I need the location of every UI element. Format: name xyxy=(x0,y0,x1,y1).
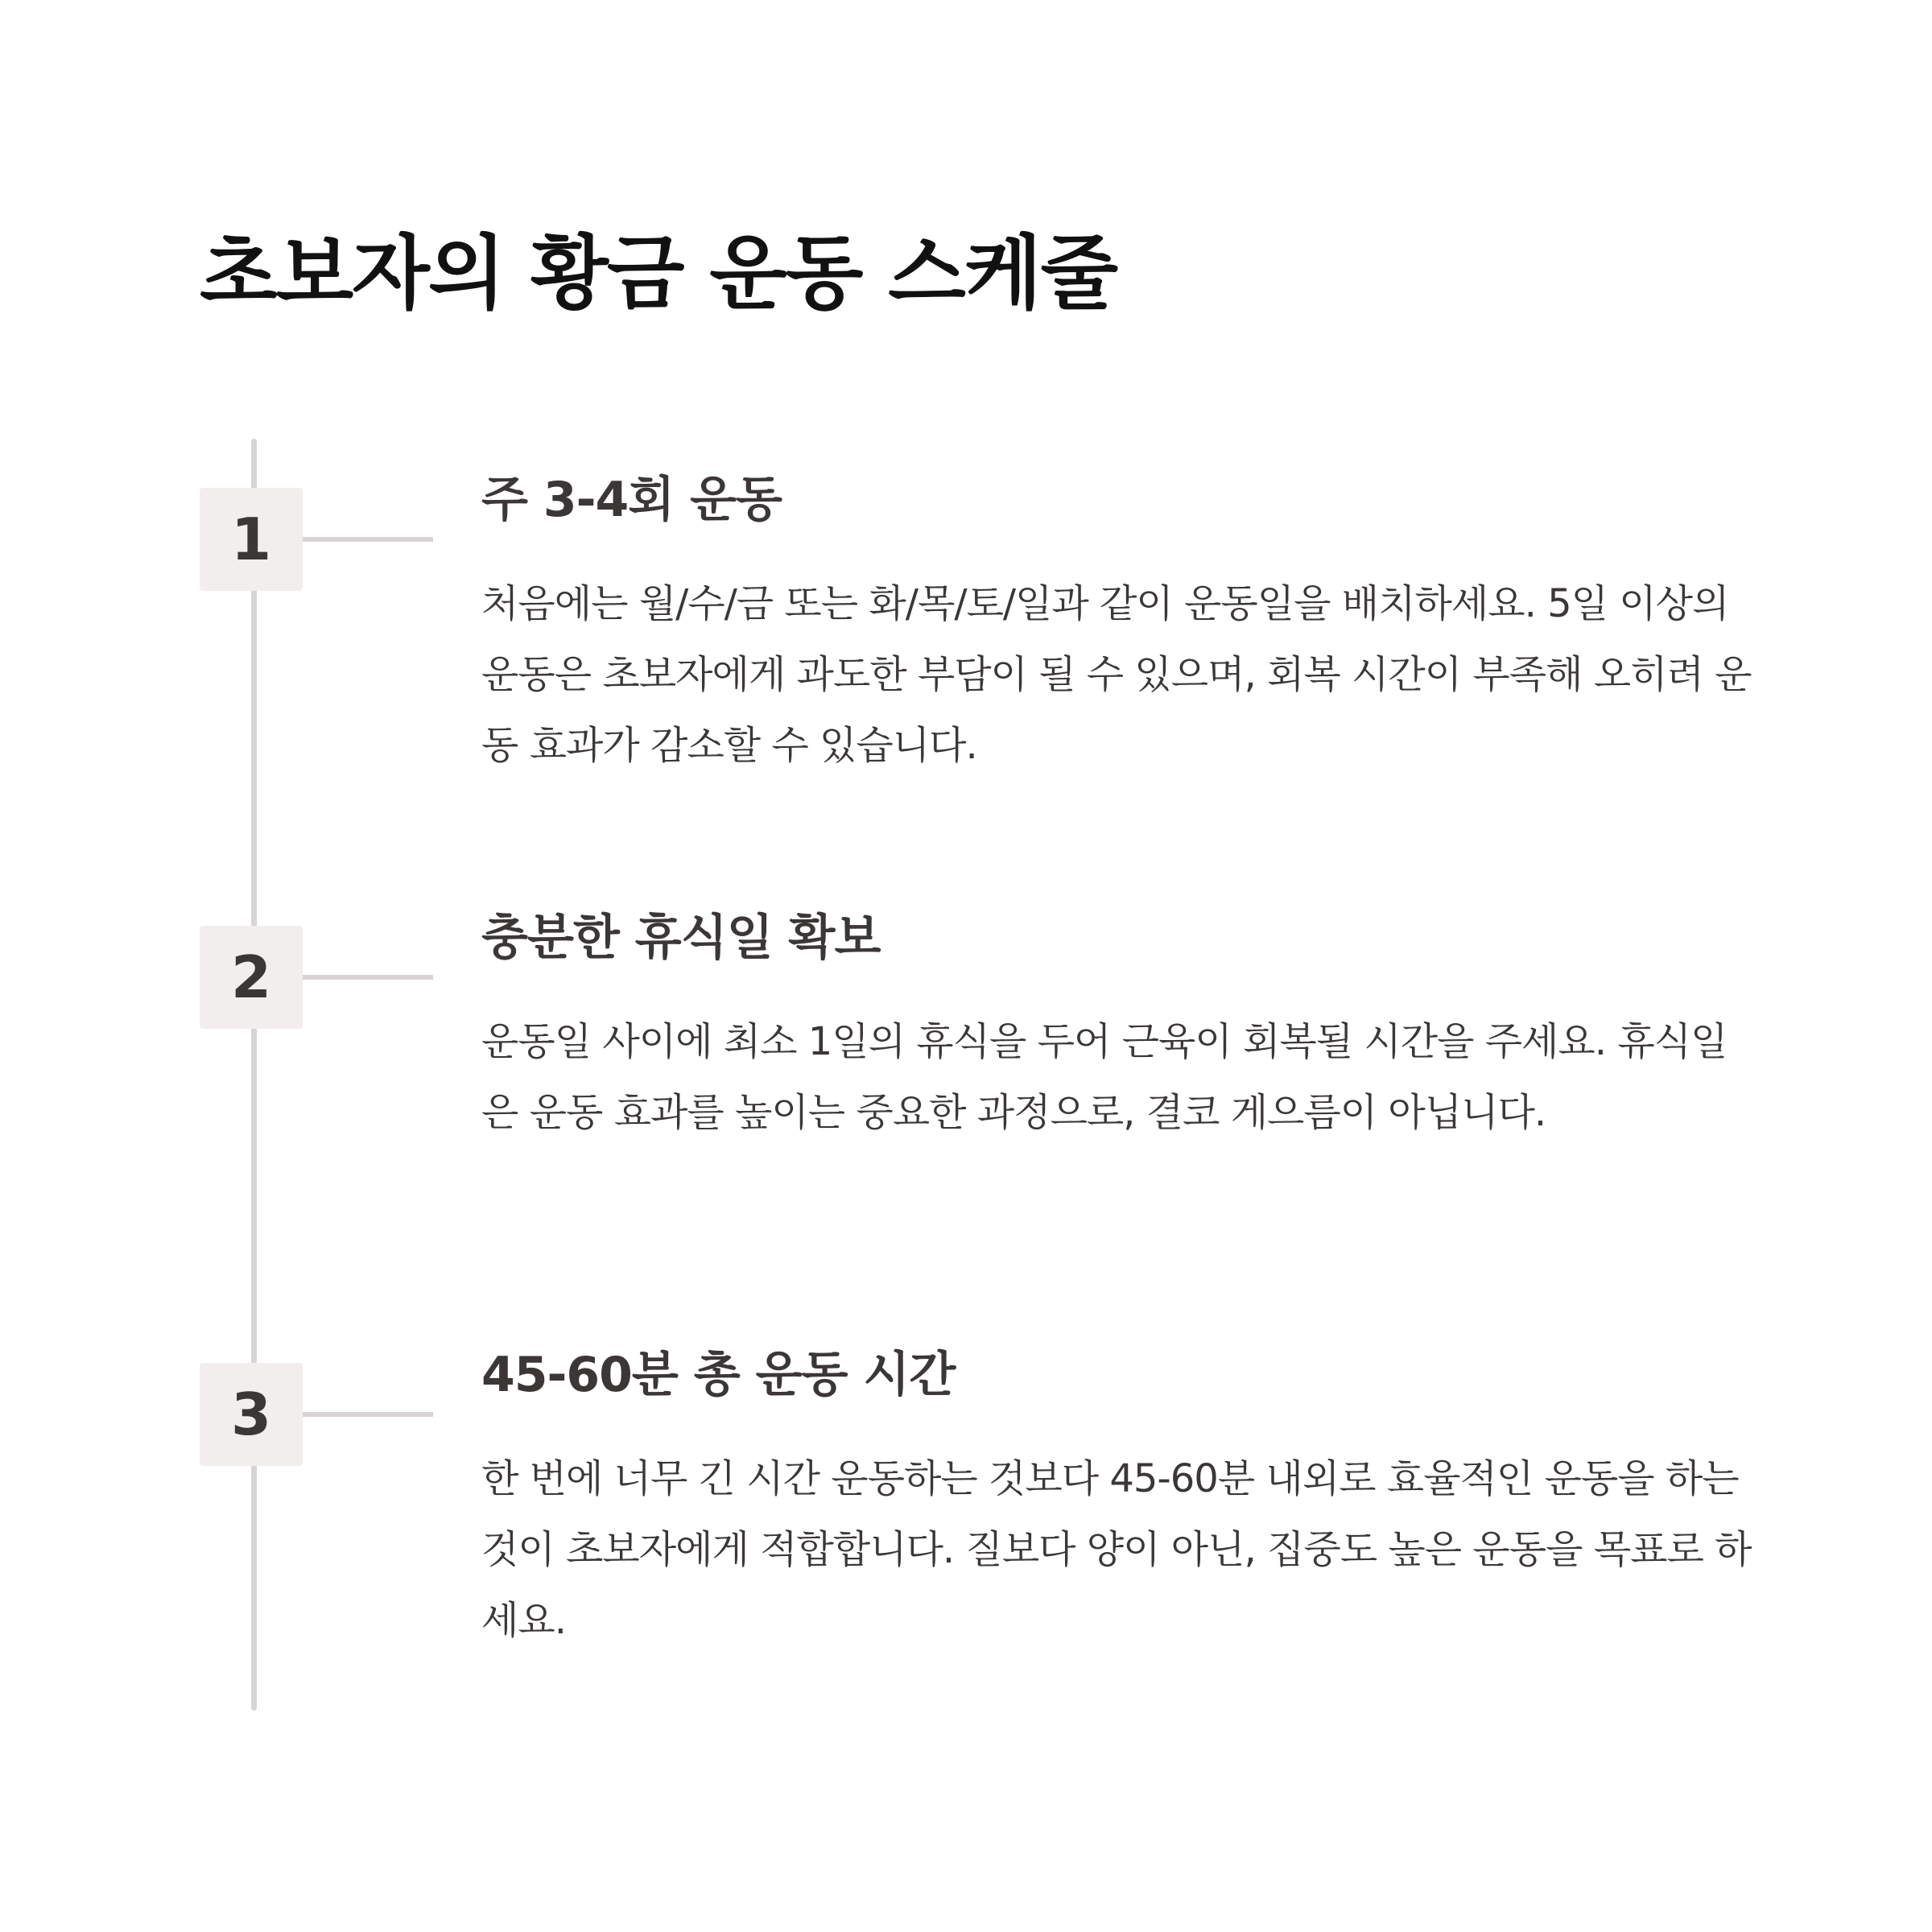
step-number-badge: 1 xyxy=(200,488,303,591)
page-title: 초보자의 황금 운동 스케줄 xyxy=(200,226,1117,320)
step-description: 한 번에 너무 긴 시간 운동하는 것보다 45-60분 내외로 효율적인 운동을 하는 것이 초보자에게 적합합니다. 질보다 양이 아닌, 집중도 높은 운동을 목표로 하세요. xyxy=(481,1456,1752,1643)
step-connector-line xyxy=(303,537,433,542)
step-title: 주 3-4회 운동 xyxy=(481,472,782,528)
step-description: 운동일 사이에 최소 1일의 휴식을 두어 근육이 회복될 시간을 주세요. 휴식일은 운동 효과를 높이는 중요한 과정으로, 결코 게으름이 아닙니다. xyxy=(481,1019,1728,1135)
step-description: 처음에는 월/수/금 또는 화/목/토/일과 같이 운동일을 배치하세요. 5일 이상의 운동은 초보자에게 과도한 부담이 될 수 있으며, 회복 시간이 부족해 오히려 운동 효과가 감소할 수 있습니다. xyxy=(481,581,1752,768)
step-title: 45-60분 총 운동 시간 xyxy=(481,1347,956,1403)
step-connector-line xyxy=(303,975,433,980)
step-title: 충분한 휴식일 확보 xyxy=(481,910,881,966)
timeline-line xyxy=(251,439,257,1711)
step-connector-line xyxy=(303,1412,433,1417)
step-number-badge: 2 xyxy=(200,926,303,1029)
step-number-badge: 3 xyxy=(200,1363,303,1466)
